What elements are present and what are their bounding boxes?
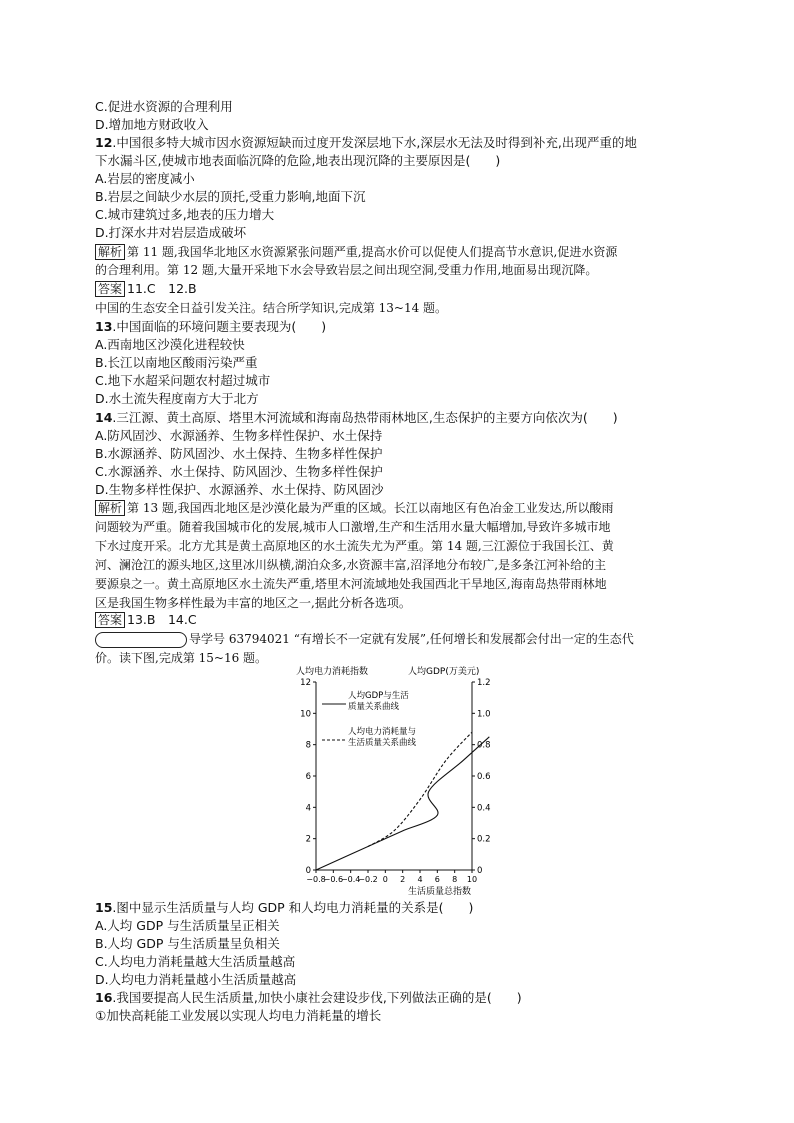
guide-line: [95, 630, 705, 648]
question-16: [95, 989, 705, 1007]
question-number: 14: [95, 410, 113, 425]
option-line: D.生物多样性保护、水源涵养、水土保持、防风固沙: [95, 482, 384, 497]
analysis-line: [95, 499, 705, 517]
power-quality-curve: [368, 732, 472, 846]
x-tick-label: 10: [466, 875, 478, 884]
analysis-text: 第 11 题,我国华北地区水资源紧张问题严重,提高水价可以促使人们提高节水意识,促进水资源: [127, 245, 618, 259]
analysis-line: 下水过度开采。北方尤其是黄土高原地区的水土流失尤为严重。第 14 题,三江源位于我国长江、黄: [95, 539, 614, 553]
x-tick-label: 4: [417, 875, 423, 884]
question-text: .我国要提高人民生活质量,加快小康社会建设步伐,下列做法正确的是( ): [112, 990, 522, 1005]
analysis-line: [95, 243, 705, 261]
left-axis-title: 人均电力消耗指数: [296, 667, 369, 677]
question-15: [95, 899, 705, 917]
analysis-tag: 解析: [95, 500, 125, 516]
text-line: C.促进水资源的合理利用: [95, 99, 233, 114]
analysis-line: 区是我国生物多样性最为丰富的地区之一,据此分析各选项。: [95, 596, 411, 610]
question-text: .三江源、黄土高原、塔里木河流域和海南岛热带雨林地区,生态保护的主要方向依次为( ): [112, 410, 618, 425]
option-line: C.人均电力消耗量越大生活质量越高: [95, 954, 296, 969]
text-line: 价。读下图,完成第 15~16 题。: [95, 651, 268, 665]
question-number: 16: [95, 990, 113, 1005]
x-tick-label: −0.6: [323, 875, 344, 884]
option-line: C.水源涵养、水土保持、防风固沙、生物多样性保护: [95, 464, 383, 479]
answer-line: [95, 280, 705, 298]
right-tick-label: 0: [477, 866, 483, 876]
option-line: A.岩层的密度减小: [95, 171, 195, 186]
x-tick-label: −0.8: [306, 875, 326, 884]
text-line: 下水漏斗区,使城市地表面临沉降的危险,地表出现沉降的主要原因是( ): [95, 153, 501, 168]
answer-text: 13.B 14.C: [127, 612, 197, 627]
option-line: D.水土流失程度南方大于北方: [95, 391, 259, 406]
question-text: .图中显示生活质量与人均 GDP 和人均电力消耗量的关系是( ): [112, 900, 474, 915]
analysis-line: 问题较为严重。随着我国城市化的发展,城市人口激增,生产和生活用水量大幅增加,导致许多城市地: [95, 520, 611, 534]
left-tick-label: 4: [305, 803, 311, 814]
answer-tag: 答案: [95, 612, 125, 628]
x-tick-label: 6: [434, 875, 440, 884]
question-number: 12: [95, 135, 113, 150]
option-line: B.长江以南地区酸雨污染严重: [95, 355, 258, 370]
question-13: [95, 318, 705, 336]
right-axis-title: 人均GDP(万美元): [408, 667, 480, 677]
text-line: D.增加地方财政收入: [95, 117, 209, 132]
x-tick-label: 8: [452, 875, 458, 884]
analysis-line: 河、澜沧江的源头地区,这里冰川纵横,湖泊众多,水资源丰富,沼泽地分布较广,是多条江河补给的主: [95, 558, 607, 572]
option-line: C.城市建筑过多,地表的压力增大: [95, 207, 275, 222]
option-line: A.防风固沙、水源涵养、生物多样性保护、水土保持: [95, 428, 383, 443]
right-tick-label: 0.6: [477, 772, 491, 782]
x-tick-label: 0: [382, 875, 388, 884]
x-tick-label: 2: [400, 875, 406, 884]
gdp-quality-chart: [290, 662, 500, 898]
question-number: 13: [95, 319, 113, 334]
option-line: B.人均 GDP 与生活质量呈负相关: [95, 936, 280, 951]
question-14: [95, 409, 705, 427]
legend: [322, 690, 417, 748]
option-line: B.水源涵养、防风固沙、水土保持、生物多样性保护: [95, 446, 383, 461]
right-tick-label: 1.2: [477, 678, 491, 688]
x-tick-label: −0.2: [358, 875, 378, 884]
right-tick-label: 0.4: [477, 803, 491, 814]
x-tick-label: −0.4: [340, 875, 361, 884]
right-tick-label: 0.2: [477, 834, 491, 845]
guide-badge: [95, 632, 187, 648]
question-text: .中国面临的环境问题主要表现为( ): [112, 319, 327, 334]
answer-tag: 答案: [95, 281, 125, 297]
option-line: C.地下水超采问题农村超过城市: [95, 373, 271, 388]
x-axis-title: 生活质量总指数: [408, 887, 472, 897]
right-tick-label: 1.0: [477, 709, 491, 720]
text-line: 中国的生态安全日益引发关注。结合所学知识,完成第 13~14 题。: [95, 301, 448, 315]
left-tick-label: 2: [305, 834, 311, 845]
left-tick-label: 6: [305, 772, 311, 782]
legend-power-label: 人均电力消耗量与生活质量关系曲线: [348, 727, 417, 748]
answer-text: 11.C 12.B: [127, 281, 197, 296]
left-tick-label: 10: [300, 709, 311, 720]
right-tick-label: 0.8: [477, 740, 491, 751]
option-line: D.人均电力消耗量越小生活质量越高: [95, 972, 297, 987]
question-text: .中国很多特大城市因水资源短缺而过度开发深层地下水,深层水无法及时得到补充,出现严重的地: [112, 135, 637, 150]
gdp-quality-curve: [316, 737, 489, 870]
question-number: 15: [95, 900, 113, 915]
analysis-text: 第 13 题,我国西北地区是沙漠化最为严重的区域。长江以南地区有色冶金工业发达,所以酸雨: [127, 501, 614, 515]
analysis-line: 要源泉之一。黄土高原地区水土流失严重,塔里木河流域地处我国西北干旱地区,海南岛热带雨林地: [95, 577, 607, 591]
left-tick-label: 12: [300, 678, 311, 688]
option-line: A.人均 GDP 与生活质量呈正相关: [95, 918, 280, 933]
answer-line: [95, 611, 705, 629]
option-line: D.打深水井对岩层造成破坏: [95, 225, 247, 240]
left-tick-label: 8: [305, 740, 311, 751]
question-12: [95, 134, 705, 152]
analysis-tag: 解析: [95, 244, 125, 260]
guide-text: 导学号 63794021 “有增长不一定就有发展”,任何增长和发展都会付出一定的生态代: [189, 632, 634, 646]
legend-gdp-label: 人均GDP与生活质量关系曲线: [348, 691, 409, 712]
analysis-line: 的合理利用。第 12 题,大量开采地下水会导致岩层之间出现空洞,受重力作用,地面易出现沉降。: [95, 263, 598, 277]
left-tick-label: 0: [305, 866, 311, 876]
statement-line: ①加快高耗能工业发展以实现人均电力消耗量的增长: [95, 1008, 382, 1023]
option-line: A.西南地区沙漠化进程较快: [95, 337, 245, 352]
option-line: B.岩层之间缺少水层的顶托,受重力影响,地面下沉: [95, 189, 366, 204]
